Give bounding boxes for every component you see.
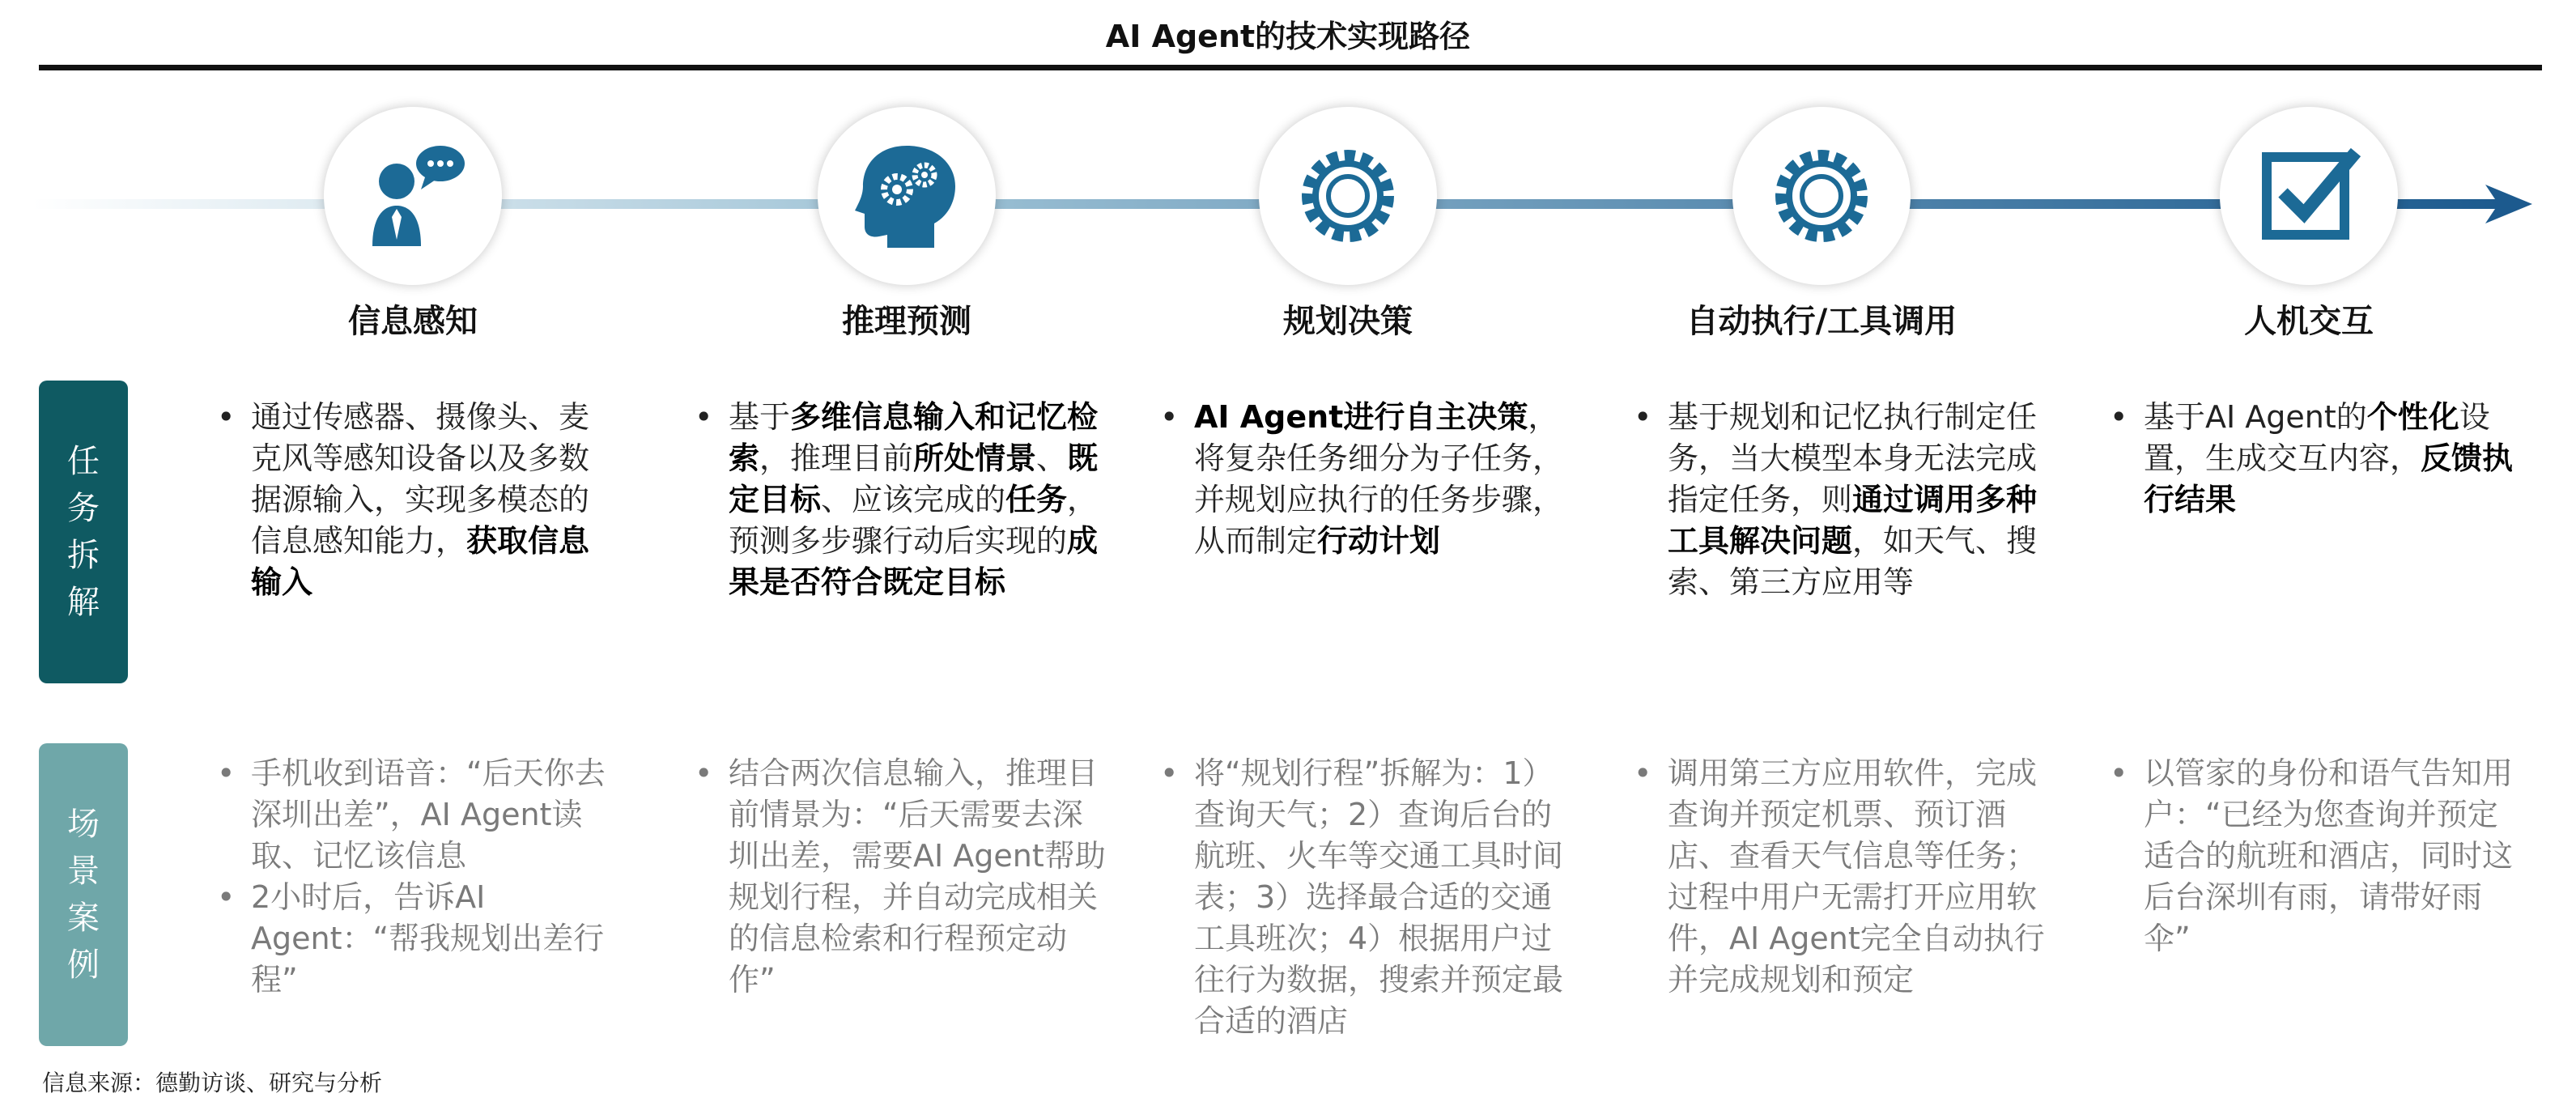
scene-case-label: 场景案例 <box>39 743 128 1046</box>
task-text-bold: 既定目标 <box>729 440 1099 517</box>
task-bullet <box>210 397 615 603</box>
scene-bullet: • 以管家的身份和语气告知用户：“已经为您查询并预定适合的航班和酒店，同时这后台深圳有雨，请带好雨伞” <box>2103 753 2524 959</box>
gear-icon <box>1291 139 1405 253</box>
task-bullet <box>2103 397 2540 521</box>
task-text-bold: 个性化 <box>2366 399 2459 435</box>
task-text-interaction <box>2103 397 2540 521</box>
task-bullet <box>688 397 1109 603</box>
task-text-execution <box>1627 397 2048 603</box>
task-text-segment: ，预测多步骤行动后实现的 <box>729 482 1099 559</box>
task-text-perception <box>210 397 615 603</box>
stage-icon-circle <box>818 107 996 285</box>
scene-text-perception <box>210 753 615 1001</box>
stage-label: 规划决策 <box>1283 303 1413 340</box>
stage-label: 信息感知 <box>348 303 478 340</box>
task-text-segment: 基于 <box>729 399 791 435</box>
scene-bullet: • 结合两次信息输入，推理目前情景为：“后天需要去深圳出差，需要AI Agent帮助规划行程，并自动完成相关的信息检索和行程预定动作” <box>688 753 1109 1001</box>
task-text-segment: 通过传感器、摄像头、麦克风等感知设备以及多数据源输入，实现多模态的信息感知能力， <box>251 399 590 559</box>
scene-bullet: • 2小时后，告诉AI Agent：“帮我规划出差行程” <box>210 877 615 1001</box>
brain-gears-icon <box>850 139 963 253</box>
stage-icon-circle <box>1259 107 1437 285</box>
gear-icon <box>1765 139 1878 253</box>
scene-bullet: • 将“规划行程”拆解为：1）查询天气；2）查询后台的航班、火车等交通工具时间表；3）选择最合适的交通工具班次；4）根据用户过往行为数据，搜索并预定最合适的酒店 <box>1154 753 1575 1042</box>
task-text-bold: 任务 <box>1005 482 1068 517</box>
task-text-bold: 多维信息输入和记忆检索 <box>729 399 1099 476</box>
stage-label: 人机交互 <box>2244 303 2374 340</box>
task-text-bold: AI Agent进行自主决策 <box>1194 399 1528 435</box>
stage-icon-circle <box>2220 107 2398 285</box>
scene-text-interaction <box>2103 753 2524 959</box>
person-speech-icon <box>356 139 470 253</box>
task-text-segment: 设置，生成交互内容， <box>2144 399 2490 476</box>
scene-text-execution <box>1627 753 2048 1001</box>
task-text-segment: 、 <box>1036 440 1068 476</box>
scene-text-planning <box>1154 753 1575 1042</box>
task-text-planning <box>1154 397 1575 562</box>
task-text-segment: ，推理目前 <box>759 440 914 476</box>
scene-bullet: • 调用第三方应用软件，完成查询并预定机票、预订酒店、查看天气信息等任务；过程中用户无需打开应用软件，AI Agent完全自动执行并完成规划和预定 <box>1627 753 2048 1001</box>
source-note: 信息来源：德勤访谈、研究与分析 <box>42 1070 383 1096</box>
task-text-bold: 成果是否符合既定目标 <box>729 523 1099 600</box>
task-text-reasoning <box>688 397 1109 603</box>
stage-icon-circle <box>324 107 502 285</box>
diagram-title: AI Agent的技术实现路径 <box>1105 19 1471 54</box>
task-text-bold: 行动计划 <box>1317 523 1441 559</box>
task-breakdown-label: 任务拆解 <box>39 381 128 683</box>
task-text-bold: 所处情景 <box>913 440 1037 476</box>
task-text-segment: 基于AI Agent的 <box>2144 399 2367 435</box>
task-bullet <box>1627 397 2048 603</box>
task-text-segment: ，如天气、搜索、第三方应用等 <box>1668 523 2038 600</box>
stage-icon-circle <box>1732 107 1911 285</box>
task-bullet <box>1154 397 1575 562</box>
checkbox-icon <box>2252 139 2366 253</box>
task-text-bold: 通过调用多种工具解决问题 <box>1668 482 2038 559</box>
task-text-bold: 反馈执行结果 <box>2144 440 2514 517</box>
task-text-segment: 、应该完成的 <box>821 482 1006 517</box>
task-text-segment: ，将复杂任务细分为子任务，并规划应执行的任务步骤，从而制定 <box>1194 399 1564 559</box>
task-text-segment: 基于规划和记忆执行制定任务，当大模型本身无法完成指定任务，则 <box>1668 399 2038 517</box>
task-text-bold: 获取信息输入 <box>251 523 590 600</box>
scene-bullet: • 手机收到语音：“后天你去深圳出差”，AI Agent读取、记忆该信息 <box>210 753 615 877</box>
scene-text-reasoning <box>688 753 1109 1001</box>
stage-label: 自动执行/工具调用 <box>1685 303 1958 340</box>
stage-label: 推理预测 <box>842 303 971 340</box>
